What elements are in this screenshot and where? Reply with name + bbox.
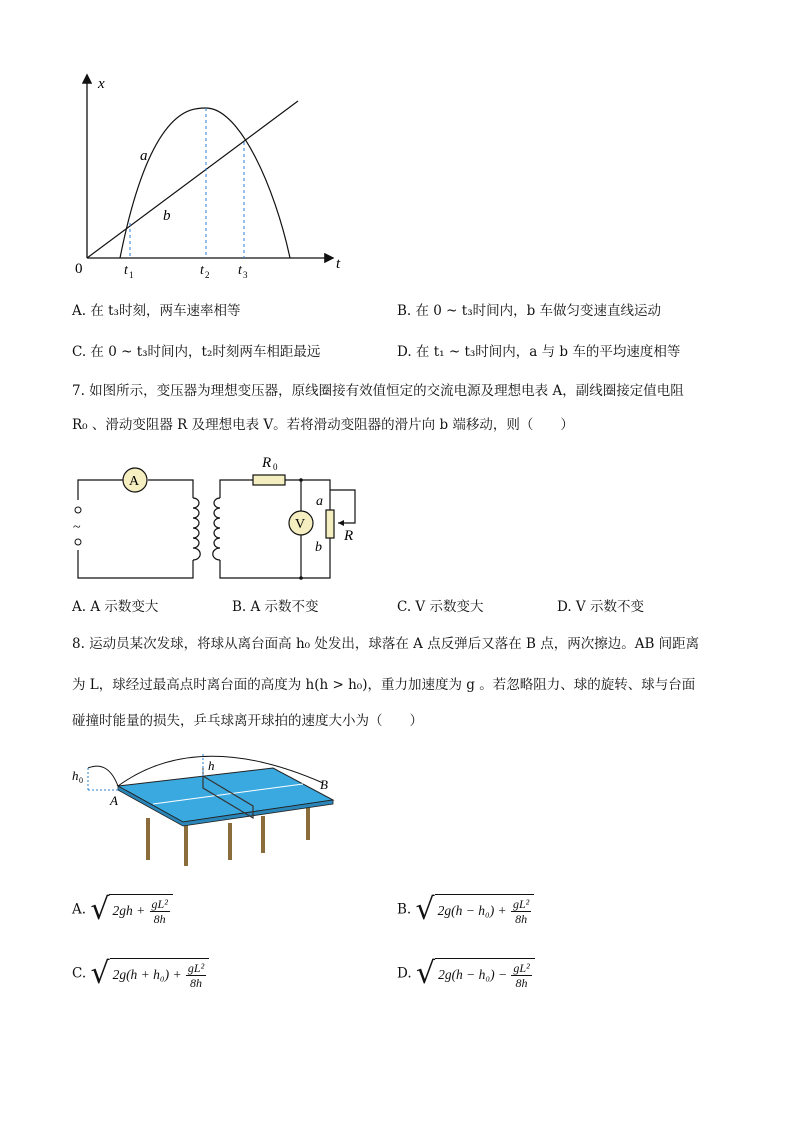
- q8-stem-line1: 8. 运动员某次发球，将球从离台面高 h₀ 处发出，球落在 A 点反弹后又落在 B 点，两次擦边。AB 间距离: [72, 636, 700, 652]
- q6-option-c: C. 在 0 ~ t₃时间内，t₂时刻两车相距最远: [72, 344, 321, 360]
- q7-option-a: A. A 示数变大: [72, 599, 159, 615]
- y-axis-label: x: [98, 76, 105, 92]
- q8-option-c-den: 8h: [190, 976, 203, 990]
- q8-option-b-label: B.: [397, 901, 412, 918]
- q8-option-c-num: gL²: [187, 961, 205, 975]
- q8-option-a-label: A.: [72, 901, 87, 918]
- line-b-label: b: [163, 208, 171, 224]
- t1-label: t: [124, 263, 128, 278]
- q8-option-b-den: 8h: [515, 912, 528, 926]
- transformer-circuit: [68, 450, 378, 585]
- q8-option-c-label: C.: [72, 965, 87, 982]
- q7-stem-line1: 7. 如图所示，变压器为理想变压器，原线圈接有效值恒定的交流电源及理想电表 A，副线圈接定值电阻: [72, 383, 684, 399]
- curve-a: [120, 108, 290, 258]
- rheostat-r: [326, 510, 334, 538]
- terminal-top: [75, 507, 81, 513]
- point-a-label: A: [110, 793, 118, 808]
- q8-option-b-num: gL²: [512, 897, 530, 911]
- h-label: h: [208, 758, 215, 773]
- q6-option-b: B. 在 0 ~ t₃时间内，b 车做匀变速直线运动: [397, 303, 662, 319]
- q8-stem-line2: 为 L，球经过最高点时离台面的高度为 h(h > h₀)，重力加速度为 g 。若忽略阻力、球的旋转、球与台面: [72, 677, 696, 693]
- xt-graph: [70, 68, 360, 283]
- terminal-b-label: b: [315, 540, 322, 555]
- q7-option-c: C. V 示数变大: [397, 599, 484, 615]
- q7-stem-line2: R₀ 、滑动变阻器 R 及理想电表 V。若将滑动变阻器的滑片向 b 端移动，则（ ）: [72, 417, 574, 433]
- q7-option-d: D. V 示数不变: [557, 599, 644, 615]
- t3-label: t: [238, 263, 242, 278]
- q8-option-a-expr: 2gh +: [112, 903, 146, 918]
- t2-label: t: [200, 263, 204, 278]
- rheostat-label: R: [344, 528, 354, 544]
- ammeter-label: A: [129, 474, 140, 489]
- q8-option-d-num: gL²: [513, 961, 530, 975]
- r0-sub: 0: [273, 462, 278, 472]
- q8-option-b-expr: 2g(h − h₀) +: [437, 903, 507, 918]
- q8-option-d-expr: 2g(h − h₀) −: [438, 967, 508, 982]
- ac-source-symbol: ~: [73, 520, 81, 535]
- primary-coil: [193, 498, 200, 560]
- secondary-coil: [213, 498, 220, 560]
- ping-pong-table-diagram: [68, 748, 343, 873]
- terminal-bottom: [75, 539, 81, 545]
- q6-option-a: A. 在 t₃时刻，两车速率相等: [72, 303, 241, 319]
- h0-sub: 0: [79, 776, 83, 785]
- q8-option-a-num: gL²: [151, 897, 168, 911]
- q8-option-c-expr: 2g(h + h₀) +: [112, 967, 182, 982]
- q6-option-d: D. 在 t₁ ~ t₃时间内，a 与 b 车的平均速度相等: [397, 344, 681, 360]
- q8-option-c: C. √ 2g(h + h₀) + $\frac{\text{gL²}}{8h}$: [72, 958, 209, 990]
- q8-option-d: D. √ 2g(h − h₀) − $\frac{\text{gL²}}{8h}$: [397, 958, 535, 990]
- resistor-r0: [253, 475, 285, 485]
- terminal-a-label: a: [316, 494, 323, 509]
- q8-option-d-den: 8h: [515, 976, 528, 990]
- q8-stem-line3: 碰撞时能量的损失，乒乓球离开球拍的速度大小为（ ）: [72, 713, 423, 729]
- q8-option-a: A. √ 2gh + $\frac{\text{gL²}}{8h}$: [72, 894, 173, 926]
- t1-sub: 1: [129, 270, 134, 280]
- t3-sub: 3: [243, 270, 248, 280]
- x-axis-label: t: [336, 256, 341, 272]
- h0-label: h: [72, 768, 79, 783]
- curve-a-label: a: [140, 148, 148, 164]
- voltmeter-label: V: [295, 517, 306, 532]
- serve-arc: [88, 766, 118, 786]
- table-top: [118, 768, 333, 822]
- origin-label: 0: [75, 261, 83, 277]
- t2-sub: 2: [205, 270, 210, 280]
- q8-option-d-label: D.: [397, 965, 412, 982]
- q8-option-a-den: 8h: [153, 912, 166, 926]
- q8-option-b: B. √ 2g(h − h₀) + $\frac{\text{gL²}}{8h}$: [397, 894, 534, 926]
- q7-option-b: B. A 示数不变: [232, 599, 319, 615]
- r0-label: R: [262, 455, 272, 471]
- point-b-label: B: [320, 777, 328, 792]
